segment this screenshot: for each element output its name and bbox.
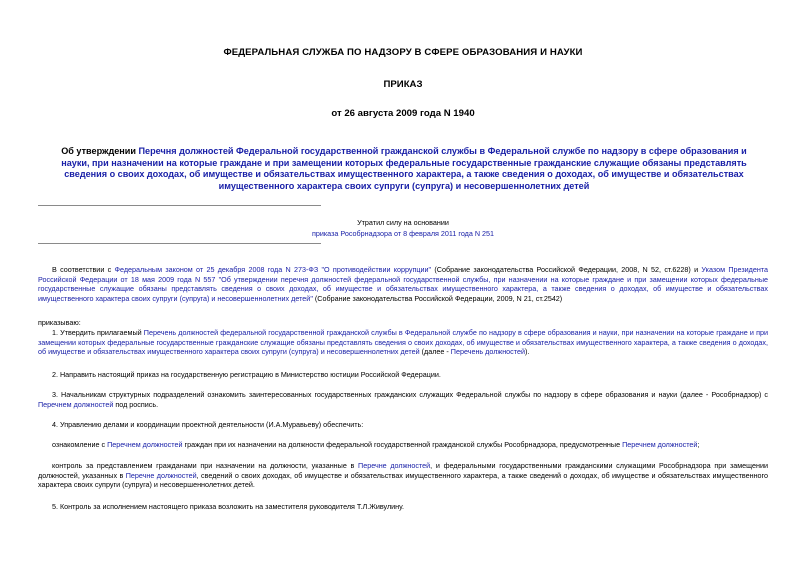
item-1-list-link[interactable]: Перечень должностей федеральной государственной гражданской службы в Федеральной службе по надзору в сфере образования и науки, при назначении на которые граждане и при замещении которых федеральные государственные гражданские служащие обязаны представлять сведения о своих доходах, об имуществе и обязательствах имущественного характера, а также сведения о доходах, об имуществе и обязательствах имущественного характера своих супруги (супруга) и несовершеннолетних детей <box>38 328 768 357</box>
item-4b-text-3: , сведений о своих доходах, об имуществе и обязательствах имущественного характера, а также сведений о доходах, об имуществе и обязательствах имущественного характера своих супруги (супруга) и несовершеннолетних детей. <box>38 470 769 490</box>
item-4: 4. Управлению делами и координации проектной деятельности (И.А.Муравьеву) обеспечить: <box>52 420 364 429</box>
item-4a-text-3: ; <box>697 440 700 449</box>
item-3-text-2: под роспись. <box>113 399 159 409</box>
item-4a-text-1: ознакомление с <box>52 440 108 449</box>
item-1-text-3: ). <box>525 347 530 357</box>
item-3-text-1: 3. Начальникам структурных подразделений ознакомить заинтересованных государственных гражданских служащих Федеральной службы по надзору в сфере образования и науки (далее - Рособрнадзор) с <box>52 390 768 399</box>
item-3 <box>38 390 768 409</box>
title-prefix: Об утверждении <box>61 146 139 156</box>
item-2: 2. Направить настоящий приказ на государственную регистрацию в Министерство юстиции Российской Федерации. <box>52 370 441 379</box>
item-4-sub-a <box>38 440 768 450</box>
item-4b-list-link-1[interactable]: Перечне должностей <box>358 461 431 470</box>
federal-law-link[interactable]: Федеральным законом от 25 декабря 2008 года N 273-ФЗ "О противодействии коррупции" <box>114 265 432 274</box>
item-4b-text-1: контроль за представлением гражданами при назначении на должности, указанные в <box>52 461 359 470</box>
item-4-sub-b <box>38 461 768 490</box>
preamble-text-1: В соответствии с <box>52 265 115 274</box>
item-4b-list-link-2[interactable]: Перечне должностей <box>125 470 197 480</box>
status-text: Утратил силу на основании <box>357 218 449 227</box>
item-4a-list-link-1[interactable]: Перечнем должностей <box>107 440 183 449</box>
document-title <box>48 146 760 192</box>
item-3-list-link[interactable]: Перечнем должностей <box>38 399 114 409</box>
preamble-text-2: (Собрание законодательства Российской Федерации, 2008, N 52, ст.6228) и <box>431 265 702 274</box>
presidential-decree-link[interactable]: Указом Президента Российской Федерации от 18 мая 2009 года N 557 "Об утверждении перечня должностей федеральной государственной службы, при назначении на которые граждане и при замещении которых федеральные государственные служащие обязаны представлять сведения о своих доходах, об имуществе и обязательствах имущественного характера, а также сведения о доходах, об имуществе и обязательствах имущественного характера своих супруги (супруга) и несовершеннолетних детей" <box>38 265 768 303</box>
item-1-text-2: (далее - <box>419 347 451 357</box>
order-date-number: от 26 августа 2009 года N 1940 <box>331 108 475 119</box>
status-repeal-link[interactable]: приказа Рособрнадзора от 8 февраля 2011 года N 251 <box>311 229 495 238</box>
order-word: приказываю: <box>38 318 81 327</box>
item-4a-text-2: граждан при их назначении на должности федеральной государственной гражданской службы Рособрнадзора, предусмотренные <box>182 440 623 449</box>
title-list-link[interactable]: Перечня должностей Федеральной государственной гражданской службы в Федеральной службе по надзору в сфере образования и науки, при назначении на которые граждане и при замещении которых федеральные государственные гражданские служащие обязаны представлять сведения о своих доходах, об имуществе и обязательствах имущественного характера, а также сведения о доходах, об имуществе и обязательствах имущественного характера своих супруги (супруга) и несовершеннолетних детей <box>61 146 747 191</box>
divider-bottom <box>38 243 321 244</box>
item-4a-list-link-2[interactable]: Перечнем должностей <box>622 440 698 449</box>
item-4b-text-2: , и федеральными государственными гражданскими служащими Рособрнадзора при замещении должностей, указанных в <box>38 461 768 480</box>
status-note <box>38 217 768 239</box>
agency-name: ФЕДЕРАЛЬНАЯ СЛУЖБА ПО НАДЗОРУ В СФЕРЕ ОБРАЗОВАНИЯ И НАУКИ <box>223 47 583 58</box>
document-type: ПРИКАЗ <box>383 79 423 90</box>
item-1 <box>38 328 768 357</box>
item-1-short-link[interactable]: Перечень должностей <box>450 347 525 357</box>
item-1-text-1: 1. Утвердить прилагаемый <box>52 328 144 337</box>
divider-top <box>38 205 321 206</box>
preamble-text-3: (Собрание законодательства Российской Федерации, 2009, N 21, ст.2542) <box>312 293 563 303</box>
preamble-paragraph <box>38 265 768 303</box>
item-5: 5. Контроль за исполнением настоящего приказа возложить на заместителя руководителя Т.Л.Живулину. <box>52 502 405 511</box>
